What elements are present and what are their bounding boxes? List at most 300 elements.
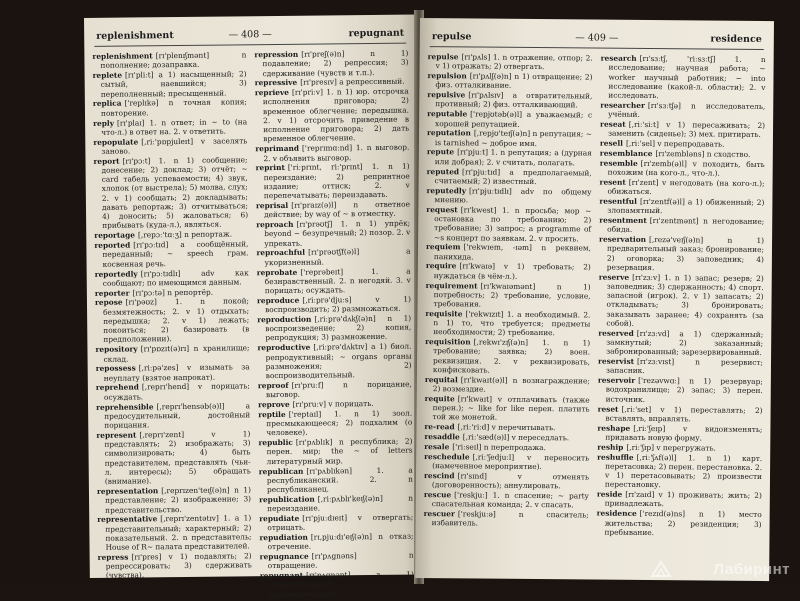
transcription: [rɪ'zent] — [628, 177, 659, 187]
headword: repression — [254, 49, 299, 60]
transcription: [rɪ'pjuːt] — [457, 147, 489, 158]
dictionary-entry — [599, 177, 764, 197]
headword: replenishment — [92, 51, 153, 61]
definition: v 1) представлять; 2) изображать; 3) символизировать; 4) быть представителем, представлять (чьи-л. интересы); 5) обращать (внимание). — [104, 429, 251, 486]
definition: n резервист; запасник. — [605, 357, 764, 376]
dictionary-entry — [424, 509, 589, 529]
headword: reproof — [257, 380, 289, 391]
transcription: [rɪ'zɜːv] — [632, 272, 661, 282]
transcription: [,reprɪ'zentətɪv] — [160, 513, 219, 524]
transcription: [,reprɪzen'teɪʃ(ə)n] — [161, 485, 230, 496]
transcription: [rɪ'pres] — [131, 552, 162, 562]
transcription: [,riː'siːt] — [628, 119, 659, 130]
transcription: ['replɪkə] — [124, 98, 159, 109]
dictionary-entry — [95, 268, 249, 288]
definition: n республика; 2) перен. мир; the ~ of letters литературный мир. — [266, 436, 413, 466]
headword: rescue — [423, 490, 452, 500]
transcription: [rɪ'zentmənt] — [649, 216, 699, 226]
headword: reservation — [599, 234, 647, 245]
headword: requital — [424, 374, 458, 385]
dictionary-entry — [600, 120, 765, 140]
dictionary-entry — [427, 167, 592, 187]
definition: n 1) потребность; 2) требование, условие, требования. — [433, 281, 591, 309]
definition: 1. a безнравственный. 2. n негодяй. 3. v порицать; осуждать. — [264, 266, 411, 296]
definition: 1. n 1) зоол. пресмыкающееся; 2) подхалим (о человеке). — [266, 408, 413, 438]
headword: repugnant — [259, 570, 304, 581]
headword: repository — [95, 344, 138, 355]
headword: reside — [596, 489, 623, 499]
dictionary-entry — [600, 54, 765, 102]
dictionary-entry — [428, 52, 593, 72]
definition: v 1) переставлять; 2) вставлять, вправлять. — [605, 404, 763, 424]
page-number: — 408 — — [228, 29, 272, 41]
transcription: [rɪ'pɔːt] — [122, 156, 151, 166]
dictionary-entry — [598, 357, 763, 377]
transcription: [rɪ'pruːv] — [292, 399, 327, 409]
left-page — [84, 15, 422, 599]
definition: n отвращение. — [267, 550, 414, 571]
dictionary-entry — [97, 485, 251, 514]
transcription: ['riːseɪl] — [452, 442, 482, 452]
transcription: [rɪ'kwaɪəmənt] — [480, 281, 536, 291]
transcription: [rɪ'pliːt] — [124, 70, 154, 80]
transcription: [,riː'riːd] — [457, 422, 490, 432]
headword: reprehend — [95, 382, 139, 393]
dictionary-entry — [597, 404, 762, 424]
definition: 1. n исследование; научная работа; ~ worker научный работник; ~ into исследование (какой-л. области); 2. v исследовать. — [608, 54, 766, 101]
headword: reprove — [258, 399, 290, 410]
definition: 1. n 1) юр. отсрочка исполнения приговора; 2) временное облегчение; передышка. 2. v 1) отсрочить приведение в исполнение приговора; 2) дать временное облегчение. — [262, 86, 410, 144]
headword: repulsive — [427, 90, 466, 100]
transcription: [rɪ'pjuːtɪd] — [462, 166, 501, 177]
definition: 1. n 1) сообщение; донесение; 2) доклад; 3) отчёт; ~ card табель успеваемости; 4) звук, хлопок (от выстрела); 5) молва, слух; 2. v 1) сообщать; 2) докладывать; давать репортаж; 3) отчитываться; 4) доносить; 5) жаловаться; 6) прибывать (куда-л.), являться. — [101, 155, 249, 231]
headword: reset — [597, 404, 619, 414]
dictionary-entry — [598, 328, 763, 357]
transcription: [,riː'sæd(ə)l] — [462, 432, 510, 442]
headword: reprieve — [254, 88, 290, 98]
transcription: [rɪ'pəʊz] — [125, 297, 157, 308]
definition: n 1) воспроизведение; 2) копия, репродукция; 3) размножение. — [265, 313, 412, 343]
dictionary-entry — [424, 452, 589, 472]
header-first-word: replenishment — [96, 30, 174, 42]
dictionary-entry — [258, 408, 412, 437]
transcription: [,riː'pɒpjuleɪt] — [141, 136, 194, 147]
headword: rescuer — [423, 509, 455, 519]
headword: resentful — [599, 196, 638, 206]
definition: n 1) место жительства; 2) резиденция; 3) пребывание. — [604, 509, 762, 537]
headword: republic — [258, 437, 293, 448]
headword: reproduction — [257, 314, 312, 325]
transcription: [,riːpʌblɪ'keɪʃ(ə)n] — [317, 493, 383, 504]
headword: research — [600, 53, 637, 63]
dictionary-entry — [257, 294, 411, 314]
transcription: ['rezəvwɑː] — [638, 376, 680, 386]
dictionary-entry — [259, 465, 413, 494]
dictionary-entry — [93, 69, 247, 98]
transcription: ['repjʊtəb(ə)l] — [470, 109, 523, 120]
headword: reserve — [598, 272, 630, 282]
headword: replete — [92, 70, 123, 81]
dictionary-entry — [598, 376, 763, 405]
definition: v изымать за неуплату (взятое напрокат). — [103, 362, 250, 383]
definition: a сообщённый, переданный; ~ speech грам. косвенная речь. — [102, 239, 249, 269]
transcription: [rɪ'plenɪʃmənt] — [155, 50, 210, 61]
transcription: [rɪ'pʌlsɪv] — [468, 90, 504, 100]
transcription: [,riːprə'dʌkʃ(ə)n] — [314, 313, 376, 324]
definition: n перепродажа. — [481, 442, 546, 453]
headword: reporter — [94, 288, 130, 298]
definition: n репортаж. — [181, 229, 233, 240]
definition: n репортёр. — [164, 287, 214, 297]
definition: n 1) отвращение; 2) физ. отталкивание. — [435, 71, 593, 91]
headword: reseat — [600, 119, 626, 129]
dictionary-entry — [256, 200, 410, 220]
definition: a уважаемый; с хорошей репутацией. — [435, 110, 593, 129]
definition: a 1) биол. репродуктивный; ~ organs органы размножения; 2) воспроизводительный. — [265, 341, 412, 381]
dictionary-entry — [425, 337, 590, 375]
definition: n репутация; ~ is tarnished ~ доброе имя. — [434, 129, 593, 148]
definition: v порицать; осуждать. — [103, 381, 250, 402]
headword: replica — [92, 99, 122, 109]
transcription: [,reprɪ'hend] — [141, 382, 190, 392]
dictionary-entry — [258, 379, 412, 399]
dictionary-entry — [597, 452, 762, 490]
definition: v 1) подавлять; 2) репрессировать; 3) сдерживать (чувства). — [105, 551, 252, 581]
dictionary-entry — [426, 242, 591, 262]
dictionary-entry — [97, 514, 251, 553]
transcription: [rɪ'pruːf] — [291, 380, 324, 390]
page-header — [430, 30, 764, 50]
headword: resentment — [599, 215, 647, 225]
transcription: ['reprɪmɑːnd] — [301, 143, 353, 154]
dictionary-entry — [98, 551, 252, 580]
transcription: [rɪ'sɜːtʃ, 'riːsɜːtʃ] — [639, 53, 716, 64]
dictionary-entry — [260, 551, 414, 571]
dictionary-entry — [598, 272, 763, 329]
dictionary-entry — [92, 50, 246, 70]
definition: 1. n 1) упрёк; beyond ~ безупречный; 2) позор. 2. v упрекать. — [264, 218, 411, 248]
definition: a предосудительный, достойный порицания. — [104, 400, 251, 430]
definition: 1. n покой; безмятежность; 2. v 1) отдыхать; передышка; 2. v 1) лежать; покоиться; 2) базировать (в предположении). — [103, 296, 250, 345]
transcription: ['reprəbeɪt] — [300, 266, 344, 277]
headword: resale — [424, 441, 450, 452]
headword: requiem — [425, 242, 461, 252]
transcription: [rɪ'praɪz(ə)l] — [291, 200, 337, 210]
headword: reshuffle — [597, 452, 634, 462]
definition: a репрессивный. — [336, 76, 405, 87]
dictionary-entry — [599, 235, 764, 273]
definition: a предполагаемый, считаемый; 2) известный. — [434, 167, 592, 186]
headword: resemblance — [599, 148, 653, 158]
dictionary-entry — [259, 532, 413, 552]
definition: v перегружать. — [653, 442, 716, 453]
headword: repressive — [254, 78, 298, 88]
headword: requisite — [425, 308, 463, 319]
transcription: [rɪ'pʌls] — [461, 52, 491, 62]
dictionary-entry — [426, 186, 591, 206]
dictionary-entry — [427, 71, 592, 91]
column-2 — [254, 48, 414, 599]
headword: repossess — [95, 363, 136, 374]
definition: 1. n 1) требование; заявка; 2) воен. реквизиция. 2. v реквизировать, конфисковать. — [432, 338, 591, 375]
dictionary-entry — [424, 394, 589, 423]
transcription: [rɪ'zɜːvɪst] — [637, 357, 675, 367]
headword: reproach — [256, 219, 294, 230]
dictionary-entry — [425, 309, 590, 338]
page-columns — [423, 52, 766, 575]
definition: v порицать. — [325, 398, 374, 409]
headword: reputedly — [426, 185, 467, 196]
headword: resent — [599, 177, 626, 187]
headword: reportedly — [94, 268, 138, 279]
definition: 1. n спасение; ~ party спасательная команда; 2. v спасать. — [431, 490, 589, 510]
headword: repress — [97, 552, 129, 562]
headword: request — [426, 204, 458, 215]
headword: reprint — [255, 163, 285, 173]
transcription: [rɪ'sɜːtʃə] — [647, 100, 682, 111]
dictionary-entry — [93, 155, 248, 231]
right-page — [415, 18, 774, 581]
transcription: [rɪ'presɪv] — [300, 77, 337, 88]
headword: representative — [97, 514, 158, 525]
dictionary-entry — [424, 490, 589, 510]
headword: reproduce — [256, 295, 300, 306]
dictionary-entry — [93, 117, 247, 137]
definition: n ответное действие; by way of ~ в отместку. — [264, 199, 411, 220]
transcription: [rɪ'zɜːvd] — [636, 328, 670, 338]
transcription: [rɪ'plaɪ] — [116, 117, 145, 128]
dictionary-entry — [600, 100, 765, 120]
dictionary-entry — [256, 247, 410, 267]
transcription: [,rekwɪ'zɪʃ(ə)n] — [473, 337, 529, 348]
headword: republication — [259, 494, 315, 505]
dictionary-entry — [93, 98, 247, 118]
headword: repopulate — [93, 137, 139, 147]
headword: reservoir — [597, 375, 636, 386]
headword: resell — [599, 138, 624, 148]
headword: reprisal — [255, 200, 289, 211]
transcription: [,reprɪ'zent] — [139, 429, 185, 440]
definition: a 1) отвратительный; 2) противоречащий. — [267, 569, 414, 599]
dictionary-entry — [257, 342, 411, 381]
definition: 1. n 1) запас; резерв; 2) заповедник; 3) сдержанность; 4) спорт. запасной (игрок). 2. v 1) запасать; 2) откладывать; 3) бронировать; заказывать заранее; 4) сохранять (за собой). — [606, 272, 764, 328]
dictionary-entry — [255, 143, 409, 163]
dictionary-entry — [597, 423, 762, 443]
column-1 — [92, 50, 252, 581]
transcription: [rɪ'zembləns] — [655, 148, 705, 159]
dictionary-entry — [426, 261, 591, 281]
definition: n переиздание. — [267, 493, 414, 514]
headword: reportage — [94, 230, 135, 241]
transcription: [rɪ'pʌgnənt] — [306, 570, 351, 580]
transcription: [,riːprə'dʌktɪv] — [313, 342, 368, 352]
dictionary-entry — [256, 219, 410, 248]
dictionary-entry — [260, 570, 414, 599]
dictionary-entry — [427, 148, 592, 168]
definition: a укоризненный. — [264, 247, 411, 267]
headword: reputed — [426, 166, 460, 176]
headword: reprimand — [255, 144, 300, 154]
headword: requisition — [425, 337, 471, 347]
header-last-word: residence — [710, 33, 762, 45]
headword: reprobate — [256, 267, 298, 277]
definition: 1. n репутация; a (дурная или добрая); 2. v считать, полагать. — [434, 148, 592, 168]
dictionary-entry — [424, 471, 589, 491]
definition: n 1) предварительный заказ; бронирование; 2) оговорка; 3) заповедник; 4) резервация. — [606, 235, 765, 272]
transcription: ['rekwɪem, -ɪəm] — [463, 242, 532, 253]
definition: v походить, быть похожим (на кого-л., что-л.). — [607, 159, 765, 178]
column-2 — [596, 54, 766, 575]
dictionary-entry — [96, 401, 250, 430]
headword: report — [93, 156, 120, 166]
headword: reported — [94, 240, 131, 251]
transcription: [rɪ'pjuːdɪeɪt] — [302, 513, 348, 523]
definition: n точная копия; повторение. — [100, 97, 247, 118]
transcription: [rɪ'kwaɪt] — [457, 394, 493, 404]
headword: requirement — [425, 280, 478, 291]
page-header — [94, 27, 406, 47]
transcription: [rɪ'prəʊtʃ] — [296, 219, 333, 229]
definition: n пополнение; дозаправка. — [100, 50, 247, 71]
headword: reserved — [598, 328, 634, 338]
definition: 1. n выговор. 2. v объявить выговор. — [263, 142, 410, 163]
definition: n реквием, панихида. — [433, 243, 592, 262]
headword: resemble — [599, 158, 638, 168]
headword: reshape — [597, 423, 631, 433]
definition: v 1) требовать; 2) нуждаться (в чём-л.). — [433, 262, 591, 281]
headword: repugnance — [259, 551, 309, 562]
transcription: [rɪ'pɔːtɪdlɪ] — [140, 268, 181, 278]
transcription: [,riːpə'zes] — [138, 363, 179, 373]
transcription: [rɪ'pʌlʃ(ə)n] — [469, 71, 512, 81]
definition: v перечитывать. — [489, 422, 556, 433]
definition: adv как сообщают; по имеющимся данным. — [102, 267, 249, 288]
transcription: [,rezə'veɪʃ(ə)n] — [649, 235, 704, 245]
headword: resaddle — [424, 432, 460, 442]
dictionary-entry — [427, 90, 592, 110]
definition: a 1) обиженный; 2) злопамятный. — [607, 197, 765, 216]
transcription: [rɪ'pjuːtɪdlɪ] — [468, 186, 512, 196]
transcription: ['reskjuːə] — [457, 509, 496, 519]
transcription: [rɪ'priːv] — [291, 87, 324, 98]
definition: 1. a республиканский. 2. n республиканец. — [266, 465, 413, 495]
dictionary-entry — [427, 109, 592, 129]
headword: repudiate — [259, 513, 300, 524]
transcription: [rɪ,pjuːdɪ'eɪʃ(ə)n] — [310, 532, 372, 542]
dictionary-entry — [96, 429, 251, 486]
transcription: ['reptaɪl] — [288, 409, 322, 419]
transcription: [,riː'ʃɪp] — [626, 442, 655, 452]
header-first-word: repulse — [431, 31, 472, 43]
definition: a 1) сдержанный; замкнутый; 2) заказанный; забронированный; зарезервированный. — [606, 328, 764, 358]
headword: repose — [94, 298, 123, 308]
dictionary-entry — [94, 239, 248, 268]
dictionary-entry — [93, 136, 247, 156]
headword: repudiation — [259, 532, 308, 543]
transcription: [rɪ'zentf(ə)l] — [639, 196, 685, 207]
headword: rescind — [423, 470, 455, 481]
headword: residence — [596, 508, 637, 519]
definition: n 1) резервуар; водохранилище; 2) запас; 3) перен. источник. — [605, 376, 763, 404]
dictionary-entry — [427, 128, 592, 148]
column-1 — [423, 52, 593, 573]
transcription: [,riː'ʃeɪp] — [633, 423, 666, 433]
transcription: [rɪ'zemb(ə)l] — [640, 158, 687, 169]
dictionary-entry — [425, 375, 590, 395]
transcription: ['reskjuː] — [454, 490, 488, 500]
transcription: [,riː'ʃedjuːl] — [472, 452, 515, 462]
definition: v 1) проживать; жить; 2) принадлежать. — [604, 490, 762, 509]
dictionary-entry — [599, 196, 764, 216]
headword: reproachful — [256, 248, 306, 258]
transcription: [rɪ'sɪnd] — [457, 471, 487, 481]
headword: require — [425, 261, 457, 271]
transcription: [rɪ'pɒzɪt(ə)rɪ] — [140, 344, 190, 354]
transcription: [rɪ'zaɪd] — [625, 489, 655, 500]
dictionary-entry — [425, 281, 590, 310]
transcription: [,riː'set] — [621, 404, 652, 414]
dictionary-entry — [95, 344, 249, 364]
dictionary-entry — [259, 493, 413, 513]
definition: n сходство. — [704, 149, 751, 159]
transcription: [,riː'ʃʌf(ə)l] — [636, 452, 677, 462]
header-last-word: repugnant — [348, 27, 405, 40]
headword: reprehensible — [96, 401, 154, 412]
transcription: [,riːprə'djuːs] — [302, 295, 352, 305]
transcription: [rɪ'prəʊtʃf(ə)l] — [308, 247, 360, 258]
dictionary-entry — [256, 162, 410, 201]
transcription: [,riː'sel] — [625, 138, 656, 149]
transcription: [,reprɪ'hensəb(ə)l] — [156, 401, 225, 411]
dictionary-entry — [258, 437, 412, 466]
transcription: [rɪ'pʌgnəns] — [311, 551, 357, 561]
watermark: Лабиринт — [713, 561, 790, 578]
headword: reproductive — [257, 342, 311, 353]
definition: a отвратительный, противный; 2) физ. отталкивающий. — [435, 90, 593, 110]
headword: republican — [258, 466, 304, 476]
definition: v 1) воспроизводить; 2) размножаться. — [265, 294, 412, 315]
dictionary-entry — [96, 363, 250, 383]
definition: v перепродавать. — [655, 139, 725, 149]
definition: 1. n просьба; мор ~ остановка по требованию; 2) требование; 3) запрос; a programme of ~s концерт по заявкам. 2. v просить. — [434, 205, 592, 243]
definition: n спаситель; избавитель. — [431, 509, 589, 528]
definition: n порицание, выговор. — [265, 379, 412, 400]
definition: n вознаграждение; 2) возмездие. — [432, 375, 590, 394]
headword: repulse — [427, 52, 459, 62]
dictionary-entry — [257, 266, 411, 295]
definition: 1. a 1) представительный; характерный; 2) показательный. 2. n представитель; House of R~ палата представителей. — [105, 513, 252, 552]
definition: n отказ; отречение. — [267, 531, 414, 552]
definition: v негодовать (на кого-л.); обижаться. — [607, 177, 765, 197]
transcription: [rɪ'pɔːtə] — [132, 287, 165, 298]
transcription: [rɪ'kwaɪt(ə)l] — [460, 375, 508, 385]
page-columns — [92, 48, 414, 599]
definition: 1. n ответ; in ~ to (на что-л.) в ответ на. 2. v ответить. — [101, 116, 248, 137]
labirint-logo-icon — [650, 560, 672, 578]
headword: repulsion — [427, 71, 467, 81]
definition: n хранилище; склад. — [103, 343, 250, 364]
transcription: [,repɔː'tɑːʒ] — [137, 230, 182, 240]
transcription: [rɪ'kwest] — [460, 205, 497, 215]
definition: 1. n 1) переиздание; 2) репринтное издание; оттиск; 2. v перепечатывать; переиздавать. — [263, 161, 410, 201]
dictionary-entry — [255, 87, 410, 144]
dictionary-entry — [259, 513, 413, 533]
page-number: — 409 — — [575, 32, 619, 44]
definition: v отвергать; отрицать. — [267, 512, 414, 533]
headword: reply — [93, 118, 115, 128]
dictionary-entry — [600, 158, 765, 178]
transcription: [rɪ'kwaɪə] — [459, 261, 496, 272]
